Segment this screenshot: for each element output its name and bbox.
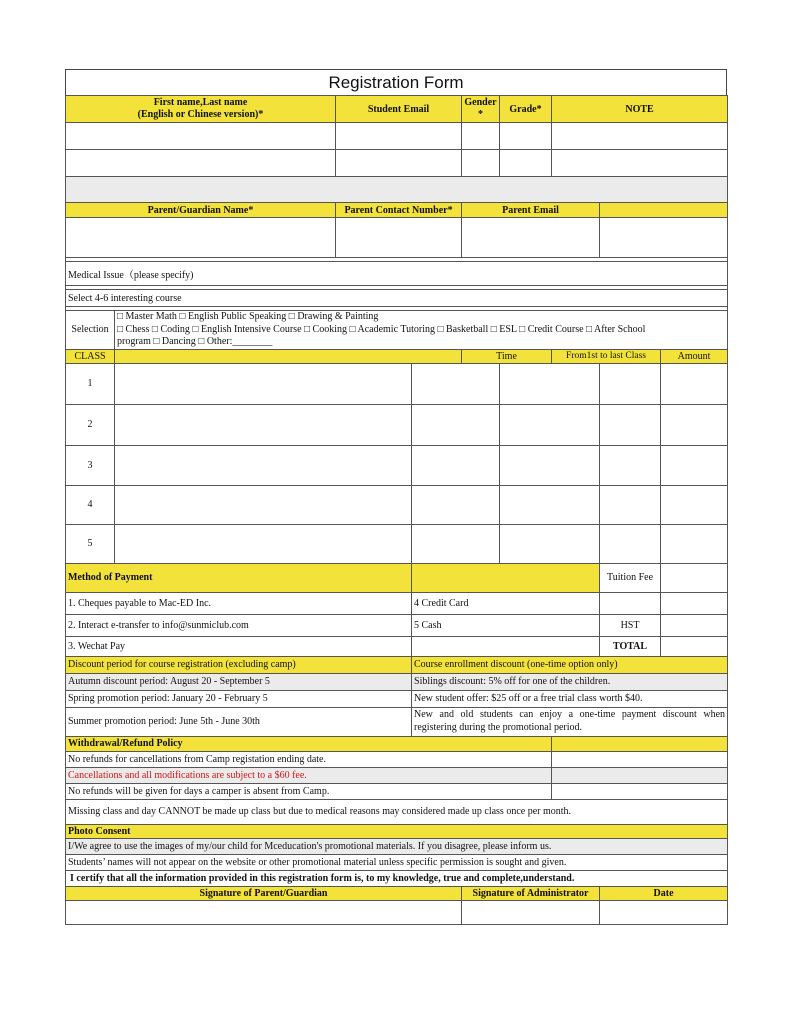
refund-policy-header: Withdrawal/Refund Policy	[66, 736, 552, 751]
autumn-discount: Autumn discount period: August 20 - September 5	[66, 673, 412, 690]
class-name-field[interactable]	[115, 404, 412, 445]
class-name-field[interactable]	[115, 524, 412, 563]
student-row	[66, 150, 728, 177]
medical-issue-field[interactable]: Medical Issue（please specify)	[66, 262, 728, 286]
time-header: Time	[462, 349, 552, 363]
note-field[interactable]	[552, 150, 728, 177]
class-number: 1	[66, 363, 115, 404]
class-number: 2	[66, 404, 115, 445]
student-row	[66, 123, 728, 150]
parent-contact-field[interactable]	[336, 218, 462, 258]
student-email-header: Student Email	[336, 96, 462, 123]
certify-statement: I certify that all the information provided in this registration form is, to my knowledge, true and complete,understand.	[66, 870, 728, 886]
spring-promotion: Spring promotion period: January 20 - February 5	[66, 690, 412, 707]
class-row	[66, 524, 728, 563]
refund-line: No refunds for cancellations from Camp registation ending date.	[66, 751, 552, 767]
student-name-field[interactable]	[66, 150, 336, 177]
refund-fee-notice: Cancellations and all modifications are subject to a $60 fee.	[66, 767, 552, 783]
parent-email-header: Parent Email	[462, 203, 600, 218]
total-label: TOTAL	[600, 636, 661, 656]
class-number: 5	[66, 524, 115, 563]
payment-option-cash[interactable]: 5 Cash	[412, 614, 600, 636]
gender-field[interactable]	[462, 123, 500, 150]
course-options-line-1[interactable]: □ Master Math □ English Public Speaking □ Drawing & Painting	[117, 311, 379, 322]
refund-line: No refunds will be given for days a camper is absent from Camp.	[66, 783, 552, 799]
class-amount-field[interactable]	[661, 524, 728, 563]
date-header: Date	[600, 886, 728, 900]
date-field[interactable]	[600, 900, 728, 924]
summer-promotion: Summer promotion period: June 5th - June 30th	[66, 707, 412, 736]
class-range-field[interactable]	[500, 445, 600, 485]
class-name-field[interactable]	[115, 445, 412, 485]
grade-field[interactable]	[500, 123, 552, 150]
parent-signature-field[interactable]	[66, 900, 462, 924]
parent-name-field[interactable]	[66, 218, 336, 258]
class-range-header: From1st to last Class	[552, 349, 661, 363]
course-select-prompt: Select 4-6 interesting course	[66, 290, 728, 307]
class-range-field[interactable]	[500, 524, 600, 563]
class-number: 3	[66, 445, 115, 485]
total-field[interactable]	[661, 636, 728, 656]
parent-email-field[interactable]	[462, 218, 600, 258]
enrollment-discount-header: Course enrollment discount (one-time option only)	[412, 656, 728, 673]
hst-field[interactable]	[661, 614, 728, 636]
class-note-field[interactable]	[600, 445, 661, 485]
new-student-offer: New student offer: $25 off or a free trial class worth $40.	[412, 690, 728, 707]
parent-name-header: Parent/Guardian Name*	[66, 203, 336, 218]
spacer-row	[66, 177, 728, 203]
class-amount-field[interactable]	[661, 485, 728, 524]
course-options-line-3[interactable]: program □ Dancing □ Other:________	[117, 336, 273, 347]
photo-consent-line: I/We agree to use the images of my/our child for Mceducation's promotional materials. If you disagree, please inform us.	[66, 838, 728, 854]
class-row	[66, 445, 728, 485]
class-row	[66, 404, 728, 445]
parent-signature-header: Signature of Parent/Guardian	[66, 886, 462, 900]
parent-row	[66, 218, 728, 258]
class-name-field[interactable]	[115, 363, 412, 404]
class-range-field[interactable]	[500, 485, 600, 524]
class-note-field[interactable]	[600, 404, 661, 445]
student-name-field[interactable]	[66, 123, 336, 150]
course-selection-options[interactable]	[115, 311, 728, 350]
one-time-discount: New and old students can enjoy a one-time payment discount when registering during the promotional period.	[412, 707, 728, 736]
class-time-field[interactable]	[412, 485, 500, 524]
payment-option-etransfer[interactable]: 2. Interact e-transfer to info@sunmiclub.com	[66, 614, 412, 636]
makeup-class-policy: Missing class and day CANNOT be made up class but due to medical reasons may considered made up class once per month.	[66, 799, 728, 824]
class-number: 4	[66, 485, 115, 524]
note-field[interactable]	[552, 123, 728, 150]
class-time-field[interactable]	[412, 363, 500, 404]
class-name-field[interactable]	[115, 485, 412, 524]
tuition-fee-label: Tuition Fee	[600, 563, 661, 592]
admin-signature-field[interactable]	[462, 900, 600, 924]
class-time-field[interactable]	[412, 445, 500, 485]
class-range-field[interactable]	[500, 404, 600, 445]
gender-field[interactable]	[462, 150, 500, 177]
class-time-field[interactable]	[412, 404, 500, 445]
class-time-field[interactable]	[412, 524, 500, 563]
payment-method-header: Method of Payment	[66, 563, 412, 592]
grade-field[interactable]	[500, 150, 552, 177]
class-row	[66, 485, 728, 524]
class-amount-field[interactable]	[661, 445, 728, 485]
grade-header: Grade*	[500, 96, 552, 123]
payment-option-credit-card[interactable]: 4 Credit Card	[412, 592, 600, 614]
form-title: Registration Form	[65, 69, 727, 95]
tuition-fee-field[interactable]	[661, 563, 728, 592]
selection-label: Selection	[66, 311, 115, 350]
student-name-header: First name,Last name (English or Chinese version)*	[66, 96, 336, 123]
student-email-field[interactable]	[336, 150, 462, 177]
class-amount-field[interactable]	[661, 363, 728, 404]
registration-table	[65, 95, 728, 925]
admin-signature-header: Signature of Administrator	[462, 886, 600, 900]
class-note-field[interactable]	[600, 485, 661, 524]
hst-label: HST	[600, 614, 661, 636]
siblings-discount: Siblings discount: 5% off for one of the children.	[412, 673, 728, 690]
photo-consent-line: Students’ names will not appear on the website or other promotional material unless specific permission is sought and given.	[66, 854, 728, 870]
photo-consent-header: Photo Consent	[66, 824, 728, 838]
class-note-field[interactable]	[600, 524, 661, 563]
course-options-line-2[interactable]: □ Chess □ Coding □ English Intensive Course □ Cooking □ Academic Tutoring □ Basketball □ ESL □ Credit Course □ After School	[117, 323, 646, 335]
payment-option-cheque[interactable]: 1. Cheques payable to Mac-ED Inc.	[66, 592, 412, 614]
discount-period-header: Discount period for course registration (excluding camp)	[66, 656, 412, 673]
payment-option-wechat[interactable]: 3. Wechat Pay	[66, 636, 412, 656]
class-row	[66, 363, 728, 404]
class-amount-field[interactable]	[661, 404, 728, 445]
registration-form	[65, 69, 727, 925]
note-header: NOTE	[552, 96, 728, 123]
amount-header: Amount	[661, 349, 728, 363]
parent-contact-header: Parent Contact Number*	[336, 203, 462, 218]
class-note-field[interactable]	[600, 363, 661, 404]
class-range-field[interactable]	[500, 363, 600, 404]
class-header: CLASS	[66, 349, 115, 363]
student-email-field[interactable]	[336, 123, 462, 150]
gender-header: Gender *	[462, 96, 500, 123]
